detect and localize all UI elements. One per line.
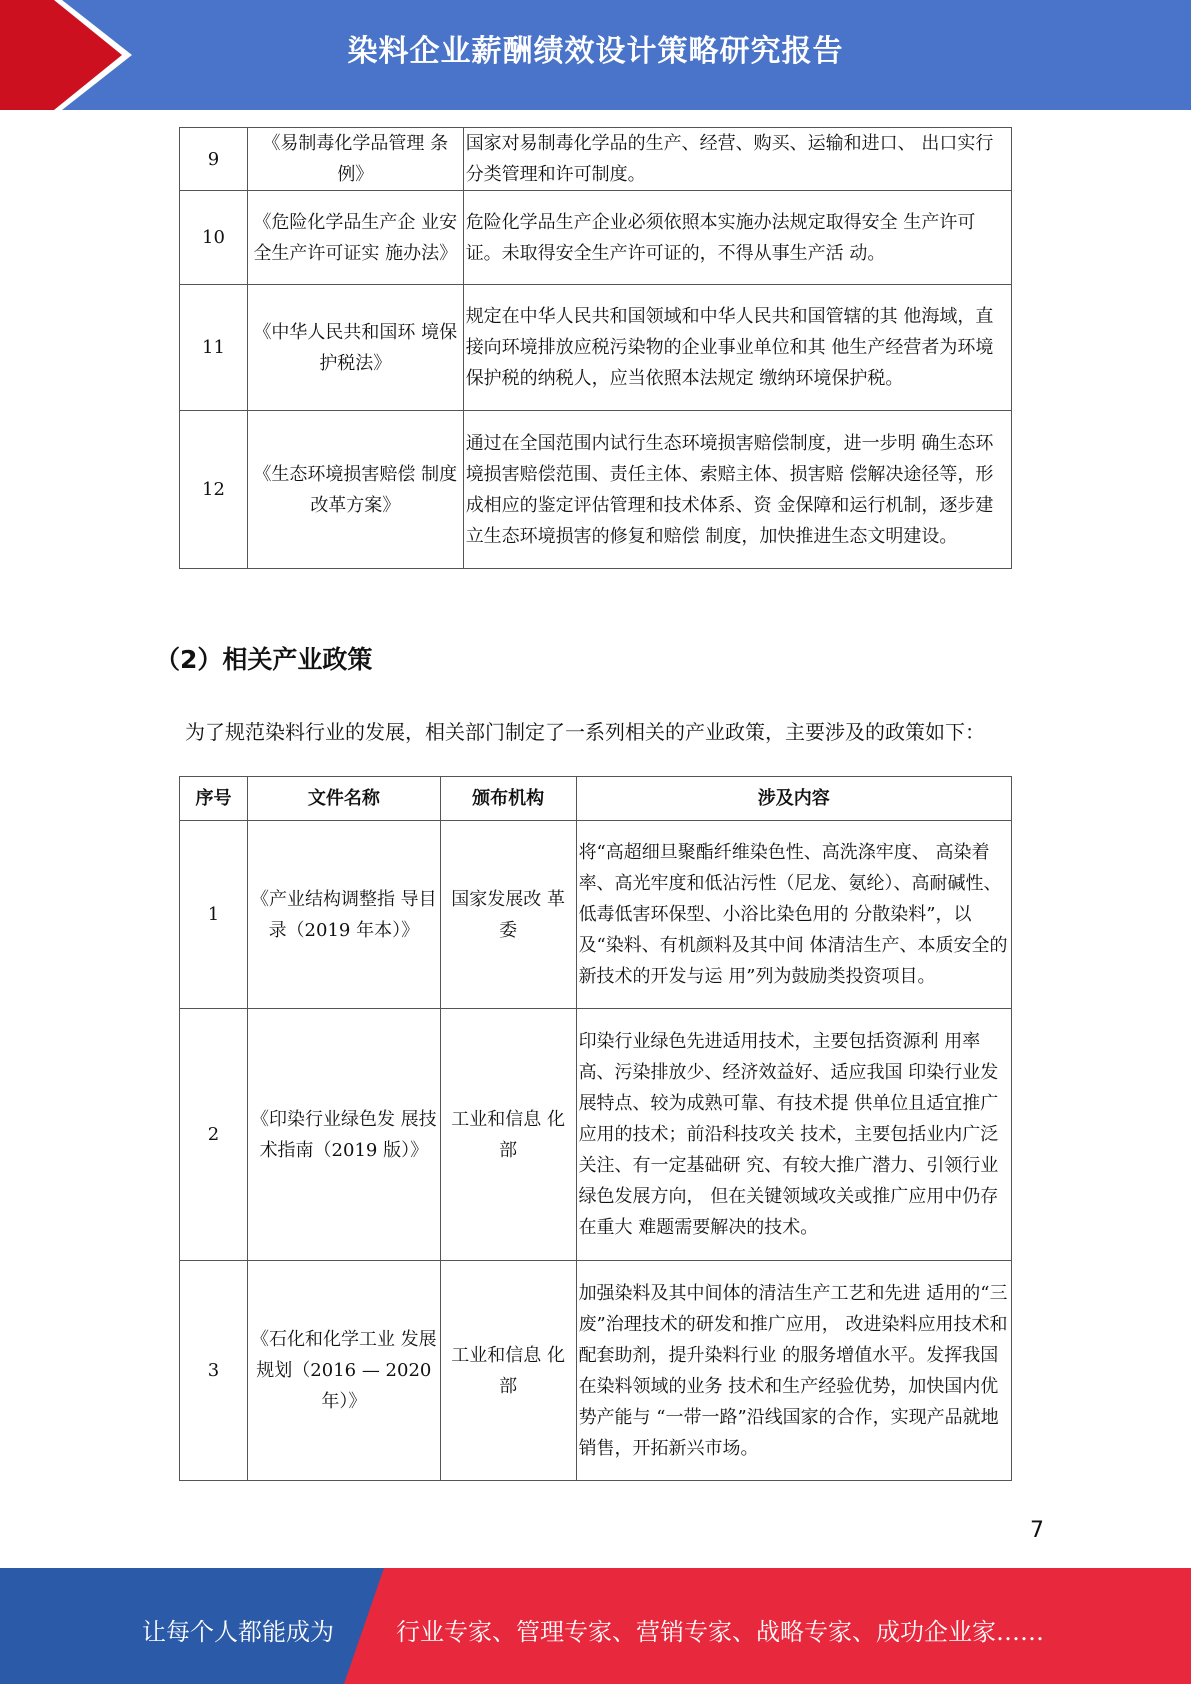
- document-name: 《产业结构调整指 导目录（2019 年本）》: [247, 821, 440, 1009]
- row-number: 12: [180, 411, 248, 569]
- issuing-agency: 国家发展改 革委: [440, 821, 576, 1009]
- footer-slogan-right: 行业专家、管理专家、营销专家、战略专家、成功企业家……: [396, 1618, 1044, 1646]
- table-row: [180, 128, 1012, 191]
- page-number: 7: [1030, 1518, 1044, 1543]
- page-footer: [0, 1568, 1191, 1684]
- row-number: 9: [180, 128, 248, 191]
- document-name: 《石化和化学工业 发展规划（2016 — 2020 年）》: [247, 1261, 440, 1481]
- policy-content: 加强染料及其中间体的清洁生产工艺和先进 适用的“三废”治理技术的研发和推广应用， 改进染料应用技术和配套助剂，提升染料行业 的服务增值水平。发挥我国在染料领域的业务 技术和生产经验优势，加快国内优势产能与 “一带一路”沿线国家的合作，实现产品就地 销售，开拓新兴市场。: [576, 1261, 1011, 1481]
- table-row: [180, 821, 1012, 1009]
- header-number: 序号: [180, 777, 248, 821]
- issuing-agency: 工业和信息 化部: [440, 1261, 576, 1481]
- document-name: 《印染行业绿色发 展技术指南（2019 版）》: [247, 1009, 440, 1261]
- row-number: 3: [180, 1261, 248, 1481]
- report-title: 染料企业薪酬绩效设计策略研究报告: [347, 34, 844, 69]
- regulation-description: 规定在中华人民共和国领域和中华人民共和国管辖的其 他海域，直接向环境排放应税污染物的企业事业单位和其 他生产经营者为环境保护税的纳税人，应当依照本法规定 缴纳环境保护税。: [463, 285, 1011, 411]
- header-issuing-agency: 颁布机构: [440, 777, 576, 821]
- row-number: 10: [180, 191, 248, 285]
- regulation-name: 《生态环境损害赔偿 制度改革方案》: [247, 411, 463, 569]
- policy-content: 印染行业绿色先进适用技术，主要包括资源利 用率高、污染排放少、经济效益好、适应我国 印染行业发展特点、较为成熟可靠、有技术提 供单位且适宜推广应用的技术；前沿科技攻关 技术，主要包括业内广泛关注、有一定基础研 究、有较大推广潜力、引领行业绿色发展方向， 但在关键领域攻关或推广应用中仍存在重大 难题需要解决的技术。: [576, 1009, 1011, 1261]
- table-row: [180, 191, 1012, 285]
- regulations-table: [179, 127, 1012, 569]
- policy-content: 将“高超细旦聚酯纤维染色性、高洗涤牢度、 高染着率、高光牢度和低沾污性（尼龙、氨纶）、高耐碱性、低毒低害环保型、小浴比染色用的 分散染料”，以及“染料、有机颜料及其中间 体清洁生产、本质安全的新技术的开发与运 用”列为鼓励类投资项目。: [576, 821, 1011, 1009]
- regulation-description: 国家对易制毒化学品的生产、经营、购买、运输和进口、 出口实行分类管理和许可制度。: [463, 128, 1011, 191]
- table-row: [180, 411, 1012, 569]
- issuing-agency: 工业和信息 化部: [440, 1009, 576, 1261]
- regulation-name: 《中华人民共和国环 境保护税法》: [247, 285, 463, 411]
- row-number: 1: [180, 821, 248, 1009]
- section-heading: （2）相关产业政策: [155, 645, 373, 674]
- table-row: [180, 285, 1012, 411]
- regulation-name: 《危险化学品生产企 业安全生产许可证实 施办法》: [247, 191, 463, 285]
- table-header-row: [180, 777, 1012, 821]
- section-intro: 为了规范染料行业的发展，相关部门制定了一系列相关的产业政策，主要涉及的政策如下：: [185, 720, 985, 744]
- header-document-name: 文件名称: [247, 777, 440, 821]
- table-row: [180, 1261, 1012, 1481]
- row-number: 11: [180, 285, 248, 411]
- page-header: [0, 0, 1191, 110]
- industry-policy-table: [179, 776, 1012, 1481]
- regulation-description: 通过在全国范围内试行生态环境损害赔偿制度，进一步明 确生态环境损害赔偿范围、责任主体、索赔主体、损害赔 偿解决途径等，形成相应的鉴定评估管理和技术体系、资 金保障和运行机制，逐步建立生态环境损害的修复和赔偿 制度，加快推进生态文明建设。: [463, 411, 1011, 569]
- regulation-name: 《易制毒化学品管理 条例》: [247, 128, 463, 191]
- row-number: 2: [180, 1009, 248, 1261]
- header-content: 涉及内容: [576, 777, 1011, 821]
- regulation-description: 危险化学品生产企业必须依照本实施办法规定取得安全 生产许可证。未取得安全生产许可证的，不得从事生产活 动。: [463, 191, 1011, 285]
- table-row: [180, 1009, 1012, 1261]
- footer-slogan-left: 让每个人都能成为: [142, 1618, 334, 1646]
